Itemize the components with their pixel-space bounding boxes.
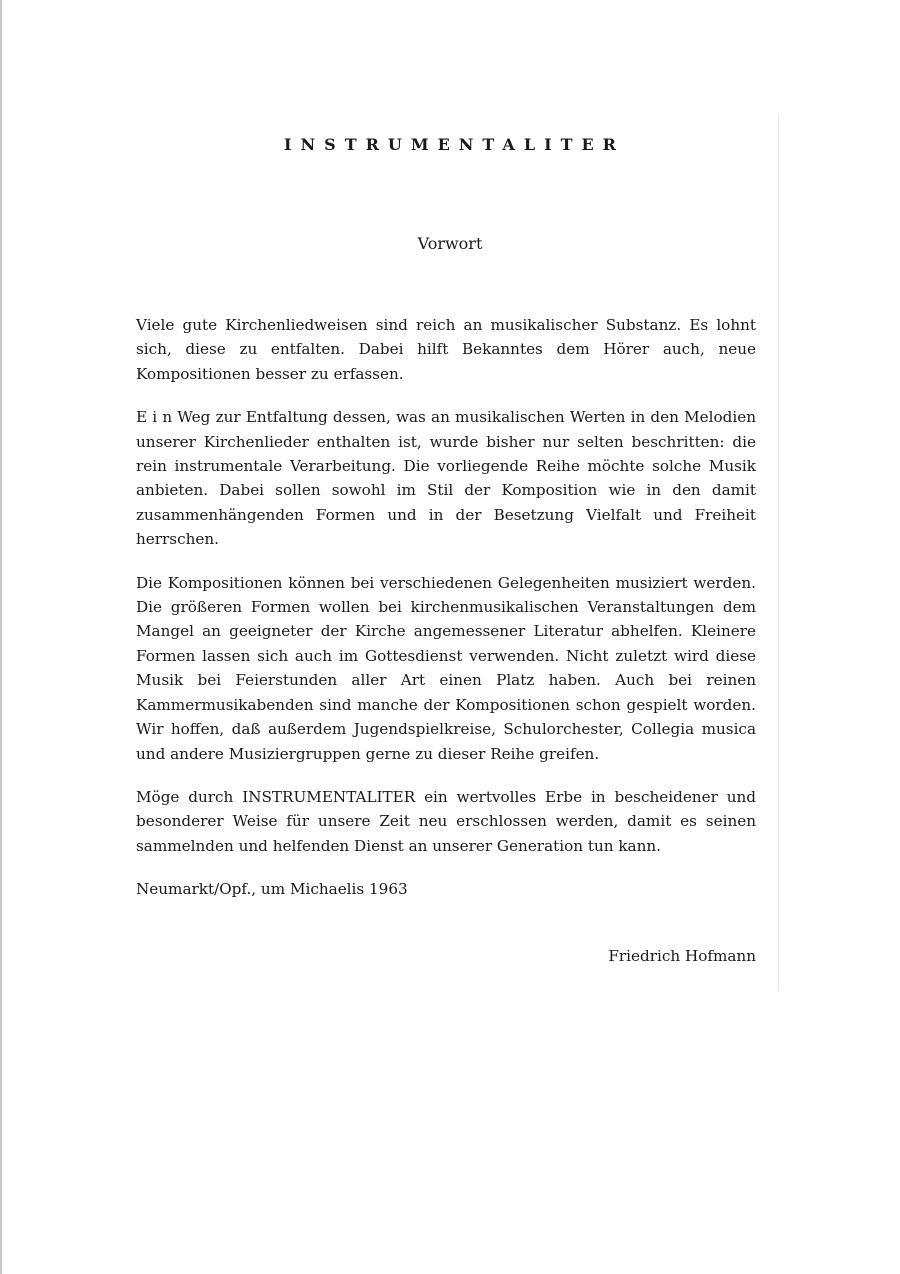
paragraph-3: Die Kompositionen können bei verschiedenen Gelegenheiten musiziert werden. Die größeren Formen wollen bei kirchenmusikalischen Veranstaltungen dem Mangel an geeigneter der Kirche angemessener Literatur abhelfen. Kleinere Formen lassen sich auch im Gottesdienst verwenden. Nicht zuletzt wird diese Musik bei Feierstunden aller Art einen Platz haben. Auch bei reinen Kammermusikabenden sind manche der Kompositionen schon gespielt worden. Wir hoffen, daß außerdem Jugendspielkreise, Schulorchester, Collegia musica und andere Musiziergruppen gerne zu dieser Reihe greifen. [136,573,756,763]
body-text [136,313,756,902]
place-date: Neumarkt/Opf., um Michaelis 1963 [136,880,408,899]
paragraph-1: Viele gute Kirchenliedweisen sind reich an musikalischer Substanz. Es lohnt sich, diese zu entfalten. Dabei hilft Bekanntes dem Hörer auch, neue Kompositionen besser zu erfassen. [136,316,756,383]
document-title: INSTRUMENTALITER [284,135,625,154]
page-edge [0,0,2,1274]
paragraph-2: E i n Weg zur Entfaltung dessen, was an musikalischen Werten in den Melodien unserer Kirchenlieder enthalten ist, wurde bisher nur selten beschritten: die rein instrumentale Verarbeitung. Die vorliegende Reihe möchte solche Musik anbieten. Dabei sollen sowohl im Stil der Komposition wie in den damit zusammenhängenden Formen und in der Besetzung Vielfalt und Freiheit herrschen. [136,408,756,549]
signature: Friedrich Hofmann [608,947,756,965]
document-subtitle: Vorwort [417,234,483,253]
paragraph-4: Möge durch INSTRUMENTALITER ein wertvolles Erbe in bescheidener und besonderer Weise für unsere Zeit neu erschlossen werden, damit es seinen sammelnden und helfenden Dienst an unserer Generation tun kann. [136,787,756,855]
